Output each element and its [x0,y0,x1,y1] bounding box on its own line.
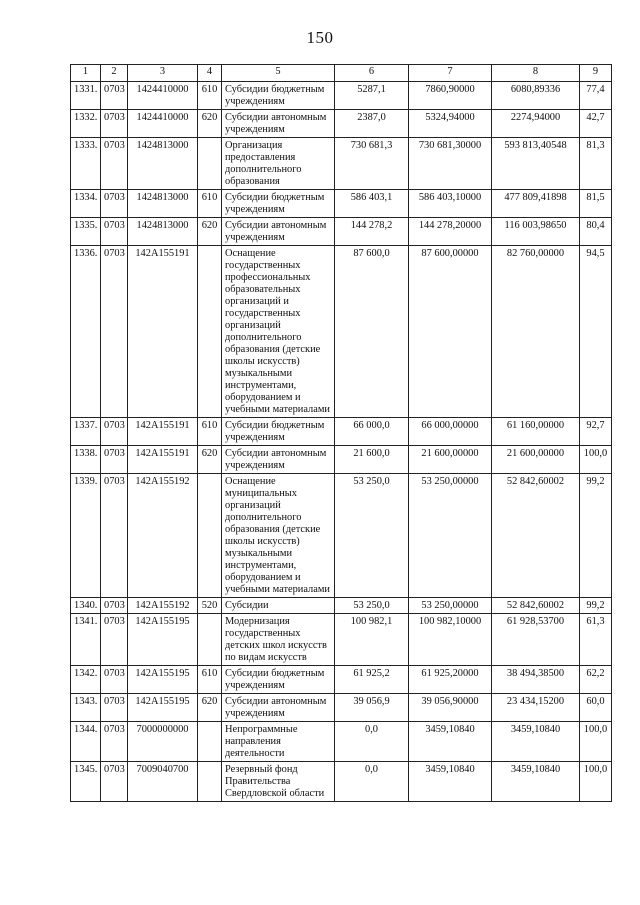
target-code-text: 142A155192 [135,476,190,487]
row-number [71,722,101,762]
header-col-4: 4 [198,65,222,82]
executed-amount-text: 52 842,60002 [506,476,565,487]
target-code-text: 7000000000 [136,724,189,735]
row-number [71,614,101,666]
item-name-text: Субсидии [225,600,269,611]
approved-amount [335,418,409,446]
section-code-text: 0703 [104,600,125,611]
table-row [71,722,612,762]
approved-amount [335,614,409,666]
expense-type [198,138,222,190]
adjusted-amount-text: 66 000,00000 [421,420,479,431]
execution-percent-text: 80,4 [586,220,605,231]
execution-percent [580,666,612,694]
approved-amount [335,138,409,190]
table-row [71,82,612,110]
execution-percent-text: 77,4 [586,84,605,95]
executed-amount [492,694,580,722]
row-number [71,762,101,802]
execution-percent [580,446,612,474]
target-code [128,722,198,762]
target-code-text: 142A155195 [135,668,190,679]
approved-amount [335,722,409,762]
item-name [222,190,335,218]
approved-amount [335,246,409,418]
item-name-text: Субсидии автономным учреждениям [225,220,327,243]
expense-type [198,190,222,218]
section-code-text: 0703 [104,696,125,707]
target-code [128,762,198,802]
expense-type [198,666,222,694]
table-row [71,614,612,666]
approved-amount-text: 39 056,9 [353,696,390,707]
row-number [71,110,101,138]
row-number [71,138,101,190]
executed-amount [492,110,580,138]
adjusted-amount [409,218,492,246]
item-name-text: Организация предоставления дополнительного образования [225,140,302,187]
approved-amount-text: 53 250,0 [353,476,390,487]
executed-amount [492,246,580,418]
expense-type-text: 620 [201,220,218,231]
executed-amount-text: 116 003,98650 [504,220,567,231]
adjusted-amount-text: 144 278,20000 [418,220,482,231]
table-row [71,694,612,722]
section-code [101,110,128,138]
execution-percent [580,418,612,446]
section-code [101,722,128,762]
expense-type-text: 610 [201,668,218,679]
execution-percent [580,110,612,138]
executed-amount [492,598,580,614]
approved-amount [335,446,409,474]
expense-type [198,474,222,598]
adjusted-amount [409,190,492,218]
item-name-text: Субсидии бюджетным учреждениям [225,668,325,691]
execution-percent-text: 42,7 [586,112,605,123]
executed-amount-text: 6080,89336 [510,84,561,95]
target-code-text: 1424813000 [136,192,189,203]
target-code-text: 142A155191 [135,420,190,431]
item-name-text: Оснащение государственных профессиональных образовательных организаций и государственных организаций дополнительного образования (детские школы искусств) музыкальными инструментами, оборудованием и учебными материалами [225,248,330,415]
item-name [222,110,335,138]
executed-amount [492,446,580,474]
executed-amount [492,82,580,110]
executed-amount-text: 2274,94000 [510,112,561,123]
approved-amount [335,694,409,722]
approved-amount [335,666,409,694]
target-code-text: 142A155195 [135,696,190,707]
executed-amount [492,218,580,246]
expense-type-text: 620 [201,696,218,707]
adjusted-amount [409,694,492,722]
executed-amount-text: 3459,10840 [510,724,561,735]
section-code [101,246,128,418]
row-number-text: 1337. [74,420,98,431]
section-code [101,474,128,598]
target-code [128,474,198,598]
table-row [71,110,612,138]
execution-percent [580,614,612,666]
adjusted-amount-text: 21 600,00000 [421,448,479,459]
expense-type-text: 520 [201,600,218,611]
execution-percent-text: 99,2 [586,476,605,487]
section-code-text: 0703 [104,448,125,459]
approved-amount-text: 5287,1 [357,84,386,95]
target-code [128,614,198,666]
row-number-text: 1341. [74,616,98,627]
item-name [222,666,335,694]
approved-amount-text: 144 278,2 [350,220,393,231]
budget-table [70,64,612,802]
row-number [71,474,101,598]
row-number-text: 1332. [74,112,98,123]
table-header [71,65,612,82]
item-name-text: Субсидии автономным учреждениям [225,448,327,471]
execution-percent-text: 92,7 [586,420,605,431]
target-code-text: 142A155195 [135,616,190,627]
adjusted-amount [409,246,492,418]
section-code [101,138,128,190]
row-number [71,694,101,722]
execution-percent [580,722,612,762]
row-number [71,82,101,110]
item-name-text: Субсидии бюджетным учреждениям [225,84,325,107]
expense-type-text: 610 [201,192,218,203]
executed-amount-text: 61 160,00000 [506,420,565,431]
row-number-text: 1331. [74,84,98,95]
item-name [222,82,335,110]
row-number-text: 1333. [74,140,98,151]
executed-amount [492,614,580,666]
execution-percent-text: 99,2 [586,600,605,611]
expense-type [198,110,222,138]
row-number-text: 1336. [74,248,98,259]
item-name-text: Резервный фонд Правительства Свердловской области [225,764,325,799]
adjusted-amount [409,474,492,598]
executed-amount-text: 21 600,00000 [506,448,565,459]
header-col-5: 5 [222,65,335,82]
page-number: 150 [306,28,334,47]
execution-percent [580,474,612,598]
item-name-text: Субсидии автономным учреждениям [225,696,327,719]
executed-amount [492,762,580,802]
item-name [222,762,335,802]
section-code-text: 0703 [104,112,125,123]
table-row [71,474,612,598]
row-number [71,446,101,474]
item-name [222,446,335,474]
expense-type [198,246,222,418]
table-row [71,190,612,218]
executed-amount-text: 3459,10840 [510,764,561,775]
adjusted-amount [409,446,492,474]
approved-amount [335,218,409,246]
target-code-text: 7009040700 [136,764,189,775]
execution-percent [580,598,612,614]
section-code [101,82,128,110]
target-code [128,110,198,138]
expense-type [198,598,222,614]
target-code [128,190,198,218]
execution-percent-text: 100,0 [583,764,608,775]
table-row [71,418,612,446]
table-row [71,138,612,190]
adjusted-amount-text: 53 250,00000 [421,476,479,487]
adjusted-amount-text: 3459,10840 [425,724,475,735]
execution-percent [580,246,612,418]
row-number [71,598,101,614]
expense-type [198,694,222,722]
section-code [101,666,128,694]
row-number-text: 1345. [74,764,98,775]
adjusted-amount [409,82,492,110]
target-code [128,418,198,446]
section-code-text: 0703 [104,724,125,735]
target-code-text: 142A155192 [135,600,190,611]
executed-amount-text: 61 928,53700 [506,616,565,627]
row-number-text: 1344. [74,724,98,735]
target-code [128,694,198,722]
item-name [222,694,335,722]
adjusted-amount-text: 61 925,20000 [421,668,479,679]
table-row [71,598,612,614]
header-col-9: 9 [580,65,612,82]
adjusted-amount-text: 5324,94000 [425,112,475,123]
expense-type-text: 620 [201,448,218,459]
approved-amount-text: 21 600,0 [353,448,390,459]
table-body [71,82,612,802]
item-name-text: Оснащение муниципальных организаций дополнительного образования (детские школы искусств) музыкальными инструментами, оборудованием и учебными материалами [225,476,330,595]
executed-amount-text: 38 494,38500 [506,668,565,679]
item-name-text: Непрограммные направления деятельности [225,724,298,759]
expense-type-text: 610 [201,420,218,431]
executed-amount [492,722,580,762]
expense-type [198,762,222,802]
approved-amount-text: 66 000,0 [353,420,390,431]
approved-amount-text: 2387,0 [357,112,386,123]
item-name [222,474,335,598]
execution-percent [580,190,612,218]
row-number-text: 1335. [74,220,98,231]
item-name [222,246,335,418]
approved-amount-text: 0,0 [365,724,378,735]
table-row [71,246,612,418]
header-col-8: 8 [492,65,580,82]
approved-amount [335,110,409,138]
section-code-text: 0703 [104,420,125,431]
executed-amount [492,666,580,694]
execution-percent-text: 100,0 [583,448,608,459]
row-number [71,218,101,246]
section-code [101,762,128,802]
row-number [71,418,101,446]
adjusted-amount [409,614,492,666]
execution-percent [580,762,612,802]
executed-amount-text: 593 813,40548 [504,140,567,151]
executed-amount-text: 23 434,15200 [506,696,565,707]
executed-amount [492,474,580,598]
expense-type [198,722,222,762]
adjusted-amount [409,418,492,446]
approved-amount [335,474,409,598]
row-number [71,666,101,694]
approved-amount [335,762,409,802]
item-name-text: Модернизация государственных детских школ искусств по видам искусств [225,616,327,663]
approved-amount [335,190,409,218]
row-number [71,246,101,418]
target-code-text: 142A155191 [135,448,190,459]
section-code-text: 0703 [104,220,125,231]
adjusted-amount-text: 586 403,10000 [418,192,482,203]
execution-percent-text: 81,3 [586,140,605,151]
adjusted-amount [409,666,492,694]
table-row [71,666,612,694]
section-code-text: 0703 [104,476,125,487]
target-code-text: 1424813000 [136,220,189,231]
execution-percent-text: 81,5 [586,192,605,203]
execution-percent-text: 60,0 [586,696,605,707]
execution-percent-text: 61,3 [586,616,605,627]
target-code [128,218,198,246]
adjusted-amount [409,722,492,762]
table-row [71,218,612,246]
item-name [222,598,335,614]
item-name [222,218,335,246]
section-code-text: 0703 [104,192,125,203]
table-row [71,446,612,474]
header-col-3: 3 [128,65,198,82]
execution-percent [580,218,612,246]
expense-type-text: 620 [201,112,218,123]
approved-amount [335,598,409,614]
target-code [128,138,198,190]
executed-amount-text: 52 842,60002 [506,600,565,611]
section-code [101,446,128,474]
header-col-6: 6 [335,65,409,82]
adjusted-amount [409,598,492,614]
section-code [101,190,128,218]
execution-percent-text: 100,0 [583,724,608,735]
row-number-text: 1339. [74,476,98,487]
approved-amount-text: 0,0 [365,764,378,775]
target-code-text: 1424813000 [136,140,189,151]
approved-amount-text: 586 403,1 [350,192,393,203]
adjusted-amount-text: 100 982,10000 [418,616,482,627]
executed-amount [492,418,580,446]
section-code [101,418,128,446]
executed-amount [492,138,580,190]
adjusted-amount [409,762,492,802]
row-number-text: 1338. [74,448,98,459]
table-row [71,762,612,802]
execution-percent-text: 94,5 [586,248,605,259]
item-name-text: Субсидии автономным учреждениям [225,112,327,135]
executed-amount-text: 477 809,41898 [504,192,567,203]
row-number-text: 1342. [74,668,98,679]
section-code-text: 0703 [104,140,125,151]
target-code [128,246,198,418]
target-code-text: 1424410000 [136,112,189,123]
approved-amount-text: 87 600,0 [353,248,390,259]
target-code-text: 1424410000 [136,84,189,95]
target-code [128,666,198,694]
row-number-text: 1340. [74,600,98,611]
section-code-text: 0703 [104,616,125,627]
target-code-text: 142A155191 [135,248,190,259]
adjusted-amount-text: 53 250,00000 [421,600,479,611]
target-code [128,82,198,110]
header-row [71,65,612,82]
adjusted-amount [409,138,492,190]
row-number-text: 1343. [74,696,98,707]
adjusted-amount [409,110,492,138]
section-code [101,614,128,666]
section-code [101,598,128,614]
section-code-text: 0703 [104,248,125,259]
section-code-text: 0703 [104,668,125,679]
item-name [222,138,335,190]
executed-amount-text: 82 760,00000 [506,248,565,259]
expense-type [198,418,222,446]
adjusted-amount-text: 7860,90000 [425,84,475,95]
item-name [222,614,335,666]
expense-type-text: 610 [201,84,218,95]
adjusted-amount-text: 87 600,00000 [421,248,479,259]
executed-amount [492,190,580,218]
approved-amount-text: 53 250,0 [353,600,390,611]
execution-percent [580,694,612,722]
section-code-text: 0703 [104,764,125,775]
header-col-2: 2 [101,65,128,82]
expense-type [198,82,222,110]
approved-amount [335,82,409,110]
execution-percent-text: 62,2 [586,668,605,679]
row-number-text: 1334. [74,192,98,203]
adjusted-amount-text: 3459,10840 [425,764,475,775]
row-number [71,190,101,218]
adjusted-amount-text: 730 681,30000 [418,140,482,151]
item-name-text: Субсидии бюджетным учреждениям [225,192,325,215]
header-col-1: 1 [71,65,101,82]
execution-percent [580,82,612,110]
header-col-7: 7 [409,65,492,82]
expense-type [198,446,222,474]
section-code-text: 0703 [104,84,125,95]
item-name [222,418,335,446]
expense-type [198,218,222,246]
item-name [222,722,335,762]
approved-amount-text: 730 681,3 [350,140,393,151]
approved-amount-text: 100 982,1 [350,616,393,627]
execution-percent [580,138,612,190]
target-code [128,446,198,474]
section-code [101,218,128,246]
item-name-text: Субсидии бюджетным учреждениям [225,420,325,443]
adjusted-amount-text: 39 056,90000 [421,696,479,707]
target-code [128,598,198,614]
section-code [101,694,128,722]
expense-type [198,614,222,666]
approved-amount-text: 61 925,2 [353,668,390,679]
